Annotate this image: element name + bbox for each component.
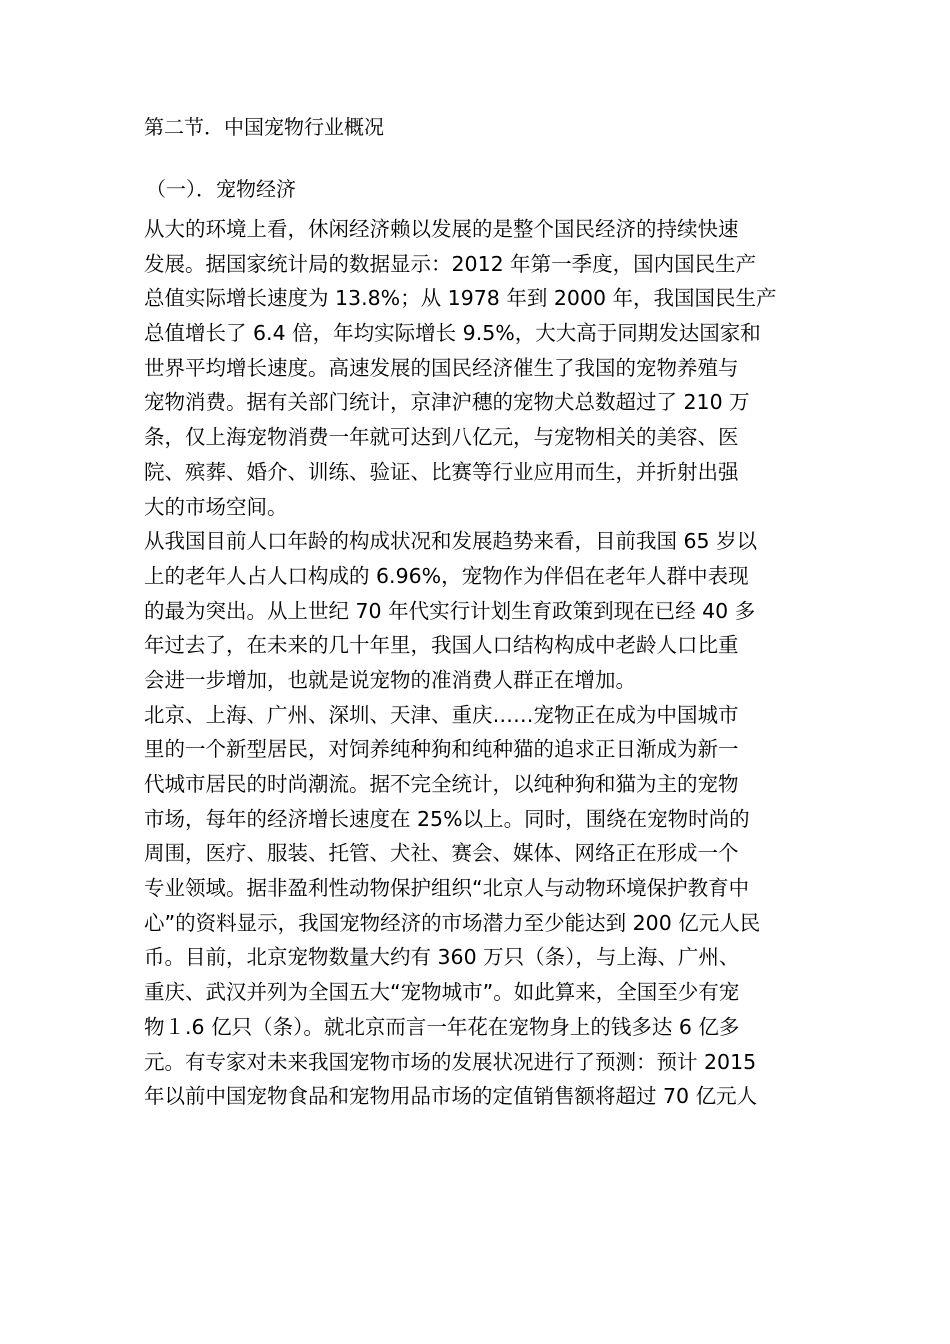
- section-title: 第二节．中国宠物行业概况: [144, 115, 384, 139]
- text-line: 北京、上海、广州、深圳、天津、重庆……宠物正在成为中国城市: [144, 702, 739, 727]
- text-line: 院、殡葬、婚介、训练、验证、比赛等行业应用而生，并折射出强: [144, 459, 739, 484]
- text-line: 上的老年人占人口构成的 6.96%，宠物作为伴侣在老年人群中表现: [144, 563, 749, 588]
- text-line: 宠物消费。据有关部门统计，京津沪穗的宠物犬总数超过了 210 万: [144, 390, 750, 415]
- text-line: 元。有专家对未来我国宠物市场的发展状况进行了预测：预计 2015: [144, 1049, 757, 1074]
- text-line: 重庆、武汉并列为全国五大“宠物城市”。如此算来，全国至少有宠: [144, 980, 740, 1005]
- subsection-title: （一）．宠物经济: [146, 177, 296, 201]
- text-line: 发展。据国家统计局的数据显示：2012 年第一季度，国内国民生产: [144, 251, 757, 276]
- text-line: 会进一步增加，也就是说宠物的准消费人群正在增加。: [144, 667, 636, 692]
- text-line: 物１.6 亿只（条）。就北京而言一年花在宠物身上的钱多达 6 亿多: [144, 1014, 740, 1039]
- text-line: 大的市场空间。: [144, 494, 288, 519]
- text-line: 心”的资料显示，我国宠物经济的市场潜力至少能达到 200 亿元人民: [144, 910, 761, 935]
- text-line: 总值实际增长速度为 13.8%；从 1978 年到 2000 年，我国国民生产: [144, 286, 777, 311]
- text-line: 专业领域。据非盈利性动物保护组织“北京人与动物环境保护教育中: [144, 876, 750, 901]
- text-line: 里的一个新型居民，对饲养纯种狗和纯种猫的追求正日渐成为新一: [144, 737, 739, 762]
- text-line: 从大的环境上看，休闲经济赖以发展的是整个国民经济的持续快速: [144, 217, 739, 241]
- text-line: 周围，医疗、服装、托管、犬社、赛会、媒体、网络正在形成一个: [144, 841, 739, 866]
- text-line: 总值增长了 6.4 倍，年均实际增长 9.5%，大大高于同期发达国家和: [144, 321, 761, 346]
- text-line: 年过去了，在未来的几十年里，我国人口结构构成中老龄人口比重: [144, 633, 739, 658]
- text-line: 币。目前，北京宠物数量大约有 360 万只（条），与上海、广州、: [144, 945, 740, 970]
- text-line: 代城市居民的时尚潮流。据不完全统计，以纯种狗和猫为主的宠物: [144, 772, 739, 796]
- text-line: 市场，每年的经济增长速度在 25%以上。同时，围绕在宠物时尚的: [144, 806, 750, 831]
- text-line: 年以前中国宠物食品和宠物用品市场的定值销售额将超过 70 亿元人: [144, 1084, 758, 1109]
- text-line: 的最为突出。从上世纪 70 年代实行计划生育政策到现在已经 40 多: [144, 598, 756, 623]
- text-line: 条，仅上海宠物消费一年就可达到八亿元，与宠物相关的美容、医: [144, 425, 739, 450]
- text-line: 从我国目前人口年龄的构成状况和发展趋势来看，目前我国 65 岁以: [144, 529, 758, 554]
- text-line: 世界平均增长速度。高速发展的国民经济催生了我国的宠物养殖与: [144, 355, 739, 380]
- body-text: [144, 212, 804, 1114]
